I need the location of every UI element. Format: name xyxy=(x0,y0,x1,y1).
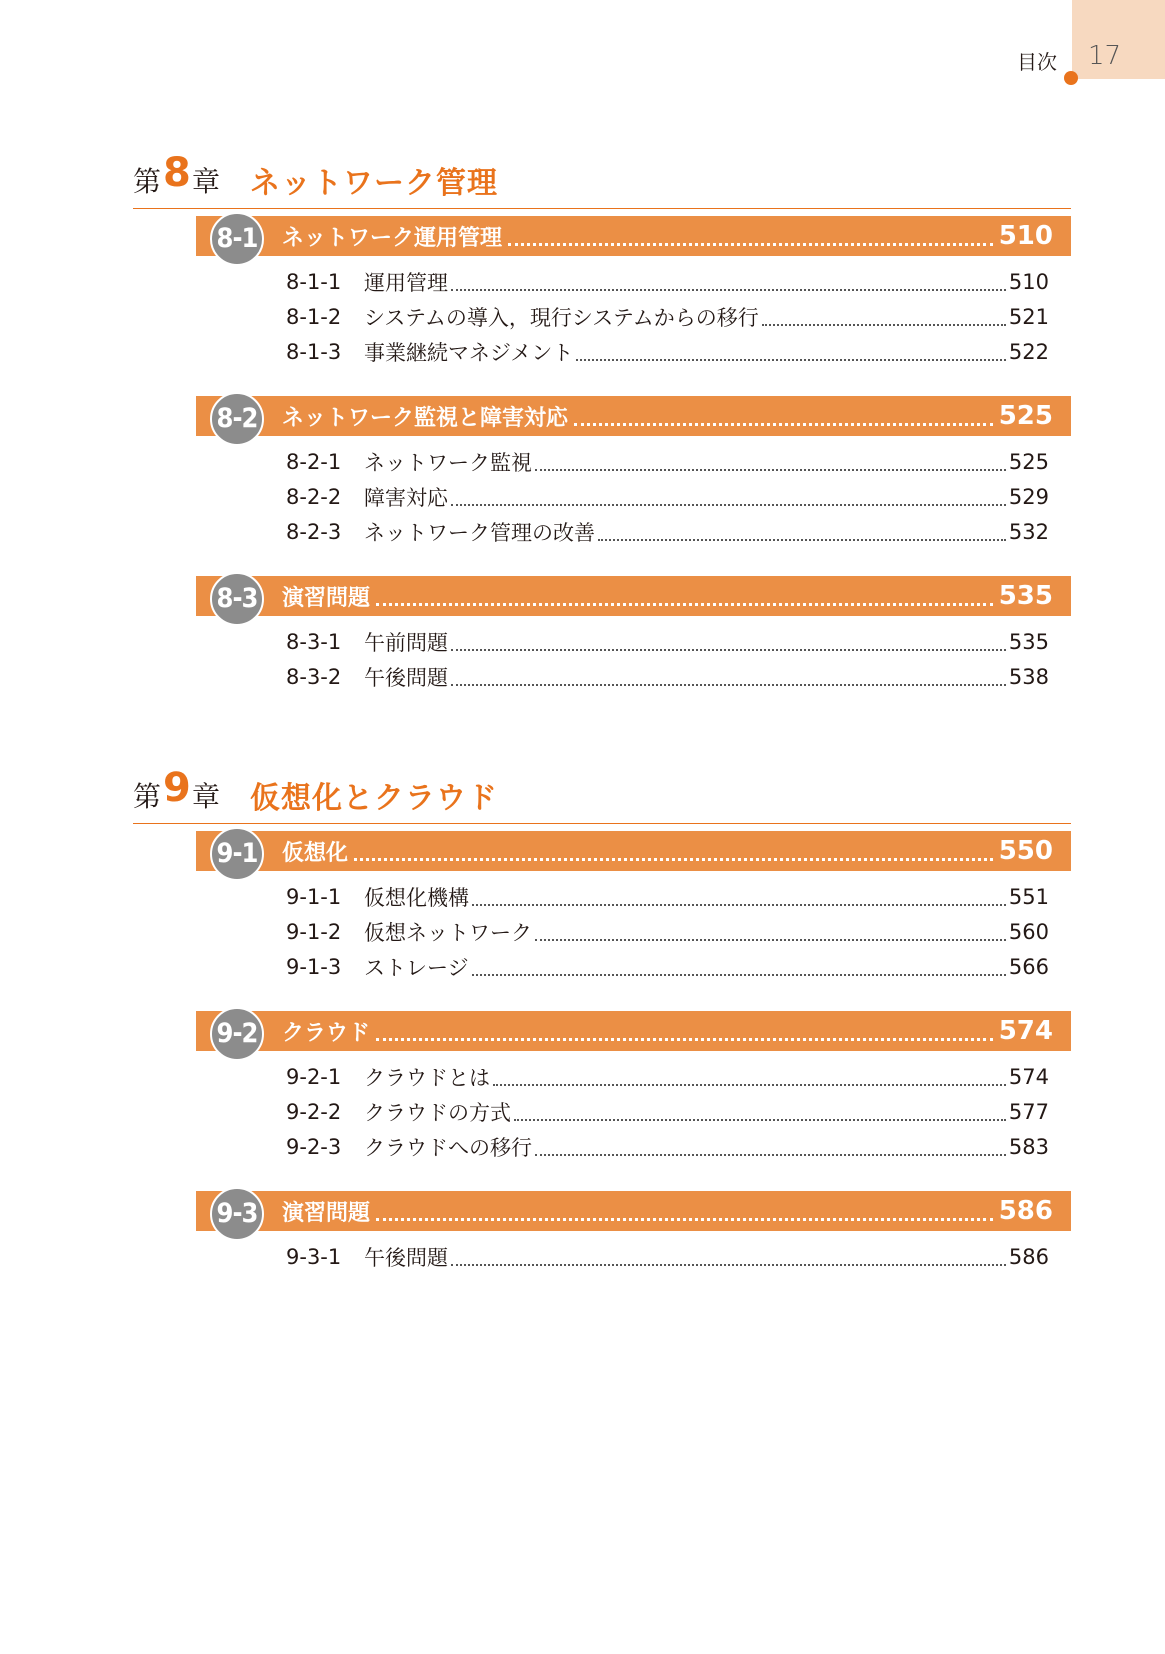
section-heading-link[interactable] xyxy=(196,831,1071,871)
subsection-entry[interactable] xyxy=(286,1059,1049,1094)
subsection-list xyxy=(196,1239,1071,1274)
subsection-page: 522 xyxy=(1008,339,1049,364)
toc-section xyxy=(196,576,1071,694)
toc-section xyxy=(196,1191,1071,1274)
page-number: 17 xyxy=(1088,41,1122,71)
subsection-title: ストレージ xyxy=(364,955,469,980)
subsection-page: 560 xyxy=(1008,919,1049,944)
subsection-entry[interactable] xyxy=(286,1094,1049,1129)
dot-leader xyxy=(472,974,1006,976)
section-number-badge: 9-1 xyxy=(210,827,264,881)
dot-leader xyxy=(451,649,1006,651)
subsection-entry[interactable] xyxy=(286,264,1049,299)
subsection-title: 仮想ネットワーク xyxy=(364,920,532,945)
subsection-number: 8-1-1 xyxy=(286,269,342,294)
dot-leader xyxy=(451,1264,1006,1266)
chapter-heading xyxy=(133,150,1071,209)
subsection-number: 9-2-2 xyxy=(286,1099,342,1124)
section-heading-link[interactable] xyxy=(196,576,1071,616)
subsection-entry[interactable] xyxy=(286,479,1049,514)
section-heading-link[interactable] xyxy=(196,216,1071,256)
subsection-list xyxy=(196,444,1071,549)
toc-section xyxy=(196,1011,1071,1164)
section-title: 仮想化 xyxy=(282,840,349,866)
subsection-page: 521 xyxy=(1008,304,1049,329)
subsection-number: 8-1-2 xyxy=(286,304,342,329)
subsection-page: 577 xyxy=(1008,1099,1049,1124)
subsection-page: 566 xyxy=(1008,954,1049,979)
section-title-row xyxy=(282,831,1053,871)
subsection-page: 574 xyxy=(1008,1064,1049,1089)
subsection-entry[interactable] xyxy=(286,514,1049,549)
subsection-entry[interactable] xyxy=(286,914,1049,949)
subsection-number: 9-1-2 xyxy=(286,919,342,944)
dot-leader xyxy=(472,904,1006,906)
subsection-title: 仮想化機構 xyxy=(364,885,469,910)
subsection-page: 525 xyxy=(1008,449,1049,474)
chapter-9 xyxy=(133,765,1071,1270)
section-page: 535 xyxy=(998,581,1053,611)
chapter-title: 仮想化とクラウド xyxy=(250,781,498,816)
chapter-8 xyxy=(133,150,1071,690)
subsection-number: 9-3-1 xyxy=(286,1244,342,1269)
dot-leader xyxy=(451,289,1006,291)
chapter-suffix: 章 xyxy=(192,780,221,813)
subsection-number: 9-1-1 xyxy=(286,884,342,909)
dot-leader xyxy=(376,1038,993,1041)
subsection-title: 午前問題 xyxy=(364,630,448,655)
subsection-page: 535 xyxy=(1008,629,1049,654)
section-page: 550 xyxy=(998,836,1053,866)
dot-leader xyxy=(376,1218,993,1221)
subsection-entry[interactable] xyxy=(286,299,1049,334)
chapter-prefix: 第 xyxy=(133,780,162,813)
subsection-page: 586 xyxy=(1008,1244,1049,1269)
subsection-entry[interactable] xyxy=(286,659,1049,694)
section-number-badge: 9-2 xyxy=(210,1007,264,1061)
subsection-title: ネットワーク監視 xyxy=(364,450,532,475)
section-title-row xyxy=(282,1191,1053,1231)
subsection-number: 8-2-3 xyxy=(286,519,342,544)
toc-section xyxy=(196,396,1071,549)
dot-leader xyxy=(535,1154,1006,1156)
chapter-suffix: 章 xyxy=(192,165,221,198)
dot-leader xyxy=(354,858,993,861)
section-title: 演習問題 xyxy=(282,585,371,611)
subsection-title: クラウドへの移行 xyxy=(364,1135,532,1160)
subsection-entry[interactable] xyxy=(286,624,1049,659)
header-label: 目次 xyxy=(1017,50,1057,74)
subsection-page: 551 xyxy=(1008,884,1049,909)
section-number-badge: 8-1 xyxy=(210,212,264,266)
toc-section xyxy=(196,216,1071,369)
subsection-page: 532 xyxy=(1008,519,1049,544)
subsection-title: 午後問題 xyxy=(364,1245,448,1270)
section-number-badge: 8-2 xyxy=(210,392,264,446)
subsection-number: 8-2-1 xyxy=(286,449,342,474)
subsection-number: 8-3-2 xyxy=(286,664,342,689)
subsection-number: 8-1-3 xyxy=(286,339,342,364)
subsection-number: 8-2-2 xyxy=(286,484,342,509)
section-title-row xyxy=(282,216,1053,256)
section-title: ネットワーク運用管理 xyxy=(282,225,503,251)
subsection-title: 運用管理 xyxy=(364,270,448,295)
chapter-number: 8 xyxy=(163,150,191,196)
subsection-entry[interactable] xyxy=(286,1129,1049,1164)
section-title: クラウド xyxy=(282,1020,371,1046)
section-title-row xyxy=(282,396,1053,436)
section-title-row xyxy=(282,1011,1053,1051)
dot-leader xyxy=(576,359,1006,361)
subsection-page: 538 xyxy=(1008,664,1049,689)
section-page: 525 xyxy=(998,401,1053,431)
subsection-entry[interactable] xyxy=(286,1239,1049,1274)
section-heading-link[interactable] xyxy=(196,1011,1071,1051)
subsection-entry[interactable] xyxy=(286,334,1049,369)
subsection-list xyxy=(196,624,1071,694)
subsection-title: 障害対応 xyxy=(364,485,448,510)
subsection-entry[interactable] xyxy=(286,879,1049,914)
dot-leader xyxy=(376,603,993,606)
dot-leader xyxy=(451,684,1006,686)
subsection-number: 9-1-3 xyxy=(286,954,342,979)
subsection-title: ネットワーク管理の改善 xyxy=(364,520,595,545)
header-dot xyxy=(1064,71,1078,85)
subsection-number: 8-3-1 xyxy=(286,629,342,654)
subsection-page: 510 xyxy=(1008,269,1049,294)
chapter-heading xyxy=(133,765,1071,824)
subsection-number: 9-2-1 xyxy=(286,1064,342,1089)
subsection-title: クラウドとは xyxy=(364,1065,490,1090)
subsection-title: 午後問題 xyxy=(364,665,448,690)
subsection-title: 事業継続マネジメント xyxy=(364,340,574,365)
section-heading-link[interactable] xyxy=(196,396,1071,436)
subsection-entry[interactable] xyxy=(286,444,1049,479)
dot-leader xyxy=(762,324,1006,326)
dot-leader xyxy=(493,1084,1006,1086)
subsection-list xyxy=(196,1059,1071,1164)
subsection-title: クラウドの方式 xyxy=(364,1100,511,1125)
subsection-title: システムの導入，現行システムからの移行 xyxy=(364,305,759,330)
section-page: 574 xyxy=(998,1016,1053,1046)
section-title: 演習問題 xyxy=(282,1200,371,1226)
section-page: 510 xyxy=(998,221,1053,251)
subsection-number: 9-2-3 xyxy=(286,1134,342,1159)
dot-leader xyxy=(574,423,993,426)
chapter-prefix: 第 xyxy=(133,165,162,198)
section-number-badge: 8-3 xyxy=(210,572,264,626)
subsection-list xyxy=(196,879,1071,984)
toc-section xyxy=(196,831,1071,984)
subsection-page: 529 xyxy=(1008,484,1049,509)
chapter-title: ネットワーク管理 xyxy=(250,166,498,201)
subsection-entry[interactable] xyxy=(286,949,1049,984)
dot-leader xyxy=(535,469,1006,471)
subsection-list xyxy=(196,264,1071,369)
dot-leader xyxy=(598,539,1006,541)
chapter-number: 9 xyxy=(163,765,191,811)
dot-leader xyxy=(514,1119,1006,1121)
dot-leader xyxy=(508,243,993,246)
dot-leader xyxy=(451,504,1006,506)
subsection-page: 583 xyxy=(1008,1134,1049,1159)
section-heading-link[interactable] xyxy=(196,1191,1071,1231)
dot-leader xyxy=(535,939,1006,941)
section-page: 586 xyxy=(998,1196,1053,1226)
section-number-badge: 9-3 xyxy=(210,1187,264,1241)
section-title-row xyxy=(282,576,1053,616)
section-title: ネットワーク監視と障害対応 xyxy=(282,405,569,431)
